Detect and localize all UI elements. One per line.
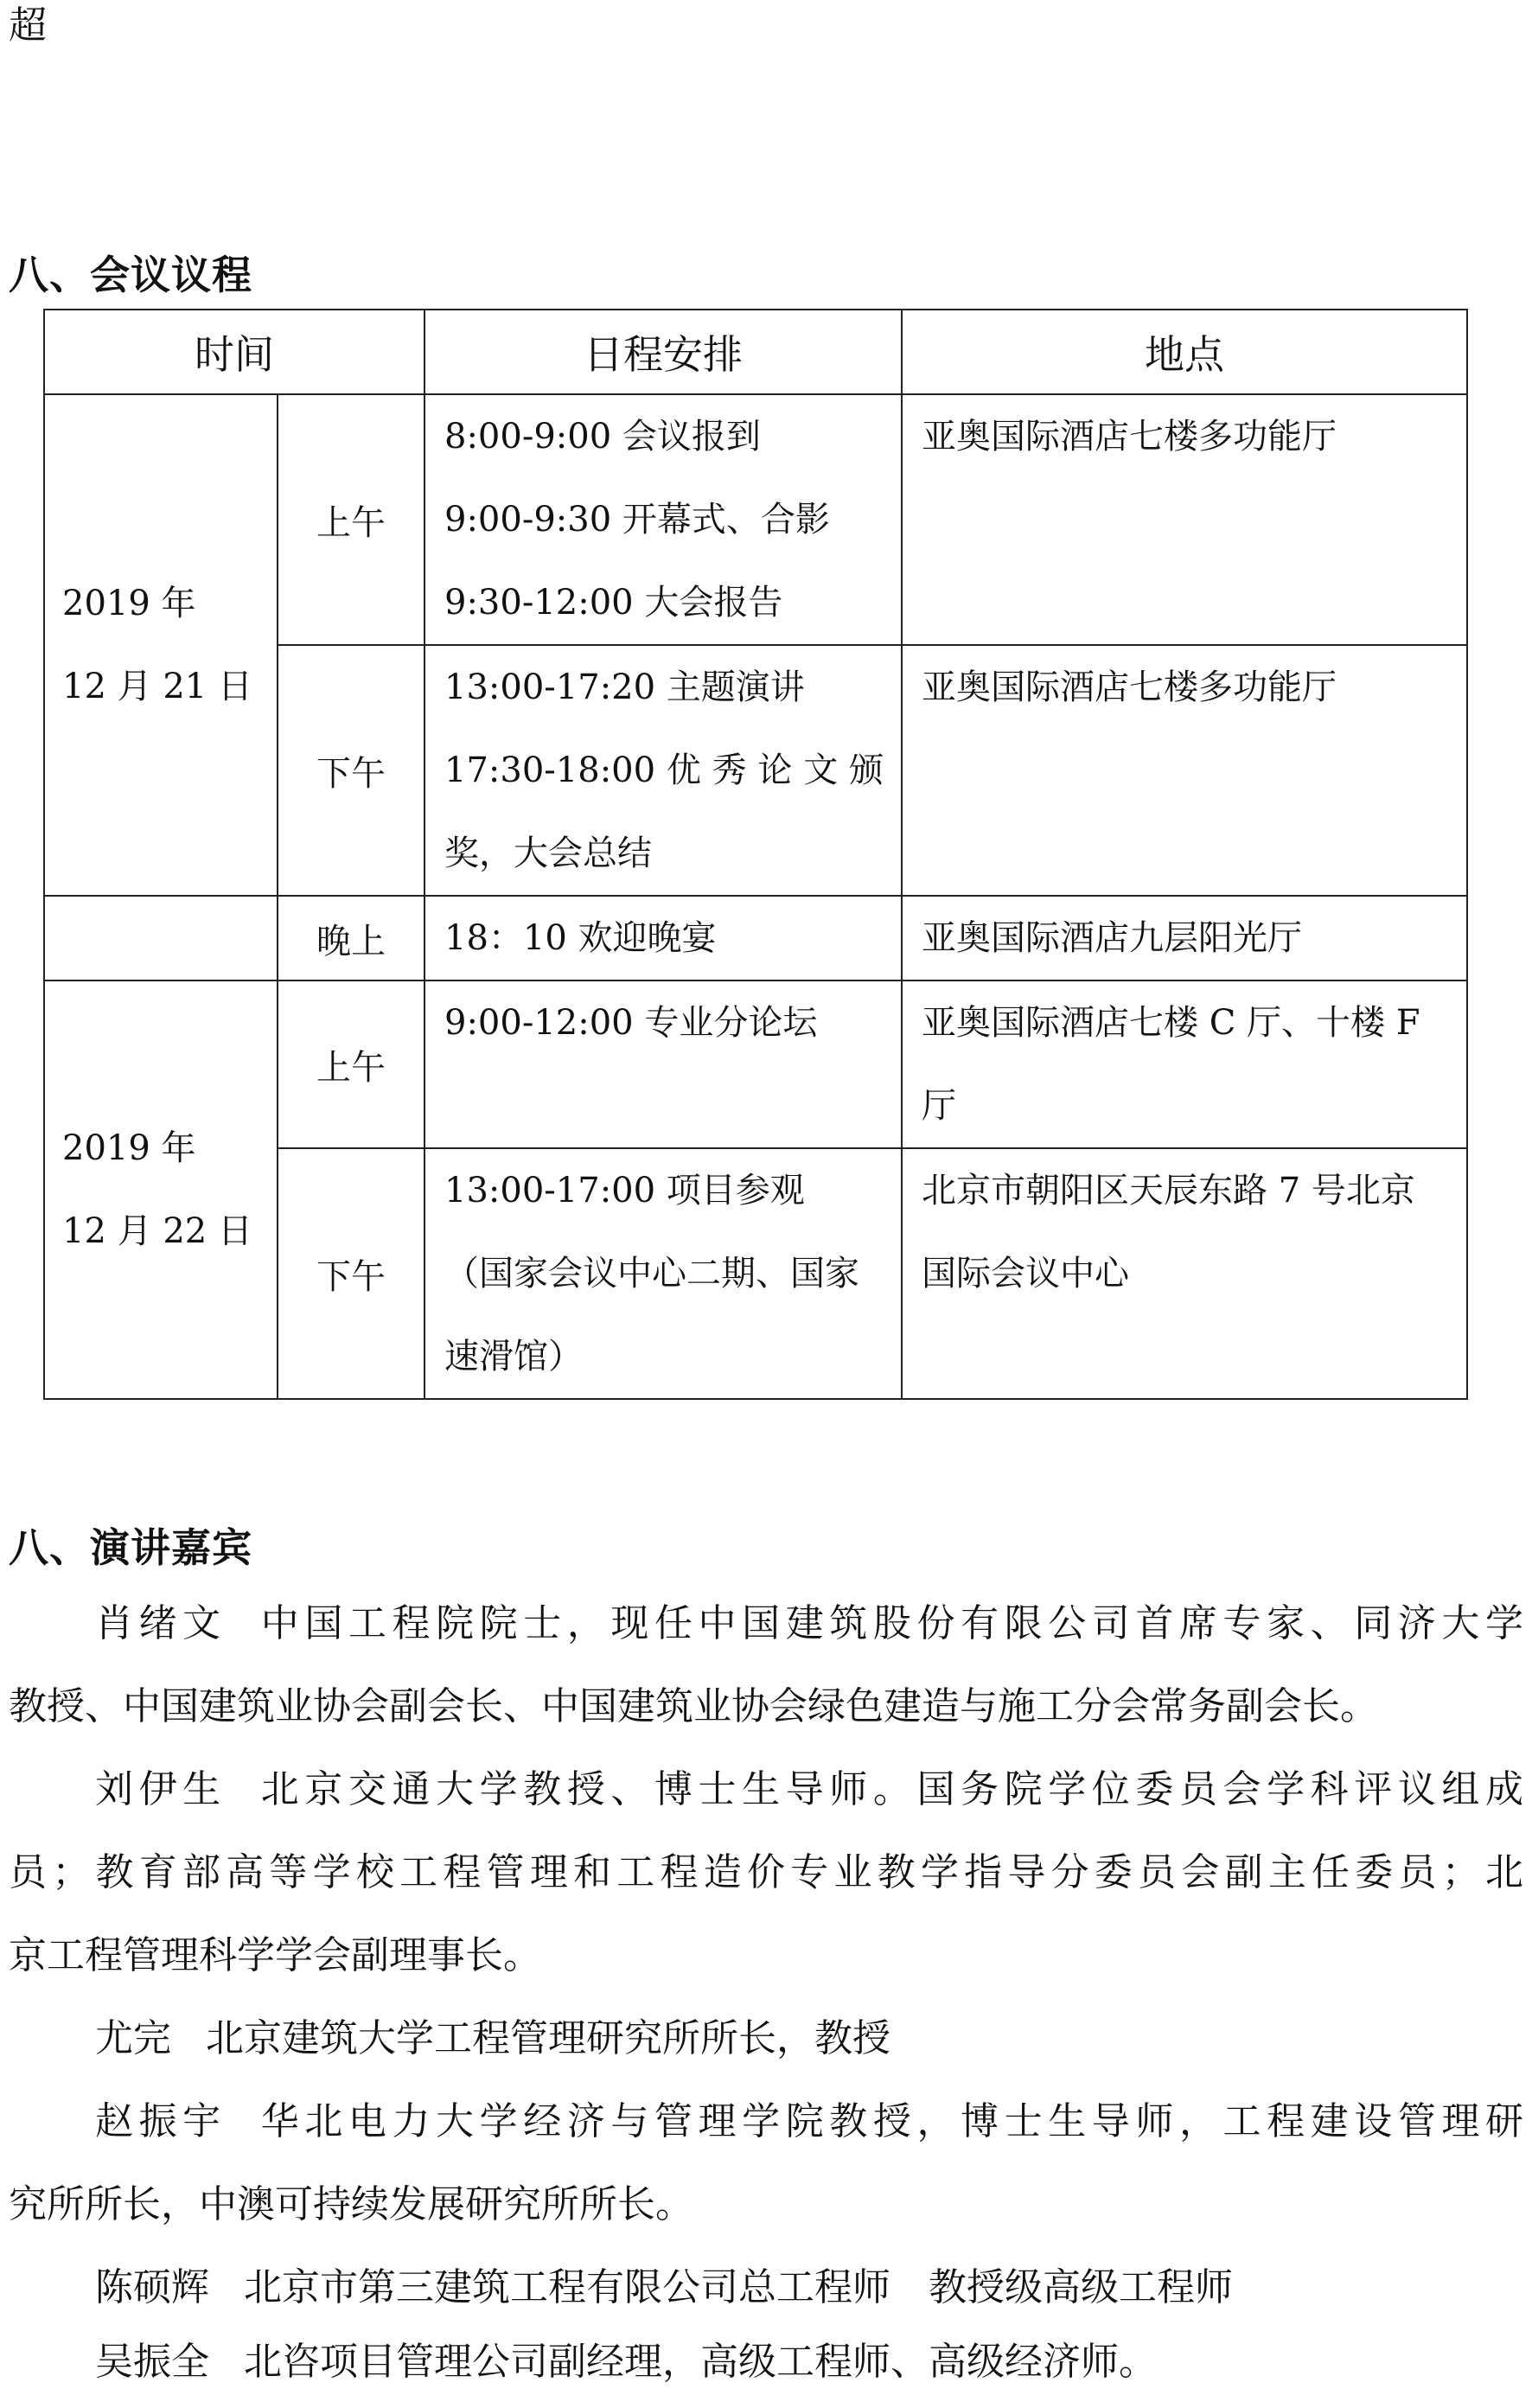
agenda-header-row xyxy=(44,310,1467,394)
speaker-name: 赵振宇 xyxy=(95,2099,227,2143)
schedule-item: 13:00-17:20 主题演讲 xyxy=(444,667,805,707)
day2-morning-location xyxy=(902,980,1467,1148)
header-location: 地点 xyxy=(902,310,1467,394)
table-row xyxy=(44,896,1467,980)
speaker-name: 刘伊生 xyxy=(95,1767,227,1811)
speakers-section-heading: 八、演讲嘉宾 xyxy=(9,1524,252,1571)
day1-morning-slot: 上午 xyxy=(278,394,424,645)
speaker-name: 肖绪文 xyxy=(95,1601,227,1645)
day1-date-monthday: 12 月 21 日 xyxy=(62,667,252,706)
day2-date-monthday: 12 月 22 日 xyxy=(62,1211,252,1251)
schedule-item: 17:30-18:00 优 秀 论 文 颁 xyxy=(444,751,884,790)
schedule-item: 18：10 欢迎晚宴 xyxy=(444,918,717,958)
schedule-item: 速滑馆） xyxy=(444,1337,583,1376)
location-text: 亚奥国际酒店七楼多功能厅 xyxy=(922,667,1337,707)
table-row xyxy=(44,394,1467,645)
speaker-line xyxy=(9,1748,1523,1831)
speaker-line xyxy=(9,1997,1523,2080)
day1-morning-schedule xyxy=(424,394,902,645)
day2-morning-slot: 上午 xyxy=(278,980,424,1148)
page-top-fragment: 超 xyxy=(9,3,47,48)
day2-afternoon-schedule xyxy=(424,1148,902,1399)
day1-evening-schedule xyxy=(424,896,902,980)
schedule-item: 13:00-17:00 项目参观 xyxy=(444,1171,805,1210)
header-time: 时间 xyxy=(44,310,424,394)
day1-date-cell xyxy=(44,394,278,896)
speaker-paragraph xyxy=(9,1748,1523,1997)
schedule-item: （国家会议中心二期、国家 xyxy=(444,1254,859,1293)
day2-date-year: 2019 年 xyxy=(62,1128,196,1168)
day1-afternoon-schedule xyxy=(424,645,902,896)
speaker-paragraph xyxy=(9,2321,1523,2404)
header-schedule: 日程安排 xyxy=(424,310,902,394)
schedule-spacer xyxy=(444,1064,884,1147)
day1-morning-location xyxy=(902,394,1467,645)
speaker-bio: 北京建筑大学工程管理研究所所长，教授 xyxy=(206,2016,890,2060)
schedule-item: 奖，大会总结 xyxy=(444,834,652,873)
speaker-line xyxy=(9,2246,1523,2329)
day1-evening-date-empty xyxy=(44,896,278,980)
speaker-bio: 北京市第三建筑工程有限公司总工程师 教授级高级工程师 xyxy=(244,2265,1233,2309)
speaker-paragraph xyxy=(9,2080,1523,2246)
speaker-name: 尤完 xyxy=(95,2016,171,2060)
speaker-line: 教授、中国建筑业协会副会长、中国建筑业协会绿色建造与施工分会常务副会长。 xyxy=(9,1684,1378,1728)
schedule-item: 9:00-9:30 开幕式、合影 xyxy=(444,500,830,540)
speaker-name: 陈硕辉 xyxy=(95,2265,209,2309)
speaker-bio: 北咨项目管理公司副经理，高级工程师、高级经济师。 xyxy=(244,2340,1157,2384)
location-text: 亚奥国际酒店七楼 C 厅、十楼 F xyxy=(922,1003,1420,1043)
speaker-line xyxy=(9,1582,1523,1665)
location-text: 国际会议中心 xyxy=(922,1254,1129,1293)
speaker-line: 京工程管理科学学会副理事长。 xyxy=(9,1933,541,1977)
speaker-paragraph xyxy=(9,1582,1523,1748)
speaker-paragraph xyxy=(9,1997,1523,2080)
speaker-line xyxy=(9,2080,1523,2163)
day1-evening-slot: 晚上 xyxy=(278,896,424,980)
day1-evening-location xyxy=(902,896,1467,980)
schedule-item: 9:30-12:00 大会报告 xyxy=(444,583,783,623)
day2-date-cell xyxy=(44,980,278,1399)
speaker-line: 究所所长，中澳可持续发展研究所所长。 xyxy=(9,2182,693,2226)
speaker-line: 员；教育部高等学校工程管理和工程造价专业教学指导分委员会副主任委员；北 xyxy=(9,1850,1523,1894)
day1-date-year: 2019 年 xyxy=(62,584,196,623)
agenda-section-heading: 八、会议议程 xyxy=(9,252,252,298)
day2-afternoon-location xyxy=(902,1148,1467,1399)
schedule-item: 9:00-12:00 专业分论坛 xyxy=(444,1003,818,1043)
day2-morning-schedule xyxy=(424,980,902,1148)
speaker-line xyxy=(9,2321,1523,2404)
schedule-item: 8:00-9:00 会议报到 xyxy=(444,417,761,457)
day1-afternoon-location xyxy=(902,645,1467,896)
location-text: 北京市朝阳区天辰东路 7 号北京 xyxy=(922,1171,1415,1210)
location-text: 厅 xyxy=(922,1086,956,1126)
location-text: 亚奥国际酒店九层阳光厅 xyxy=(922,918,1302,958)
day1-afternoon-slot: 下午 xyxy=(278,645,424,896)
speaker-bio: 北京交通大学教授、博士生导师。国务院学位委员会学科评议组成 xyxy=(260,1767,1523,1811)
speaker-paragraph xyxy=(9,2246,1523,2329)
speaker-bio: 中国工程院院士，现任中国建筑股份有限公司首席专家、同济大学 xyxy=(260,1601,1523,1645)
speaker-bio: 华北电力大学经济与管理学院教授，博士生导师，工程建设管理研 xyxy=(260,2099,1523,2143)
table-row xyxy=(44,980,1467,1148)
agenda-table xyxy=(43,309,1468,1400)
location-text: 亚奥国际酒店七楼多功能厅 xyxy=(922,417,1337,457)
day2-afternoon-slot: 下午 xyxy=(278,1148,424,1399)
speaker-name: 吴振全 xyxy=(95,2340,209,2384)
